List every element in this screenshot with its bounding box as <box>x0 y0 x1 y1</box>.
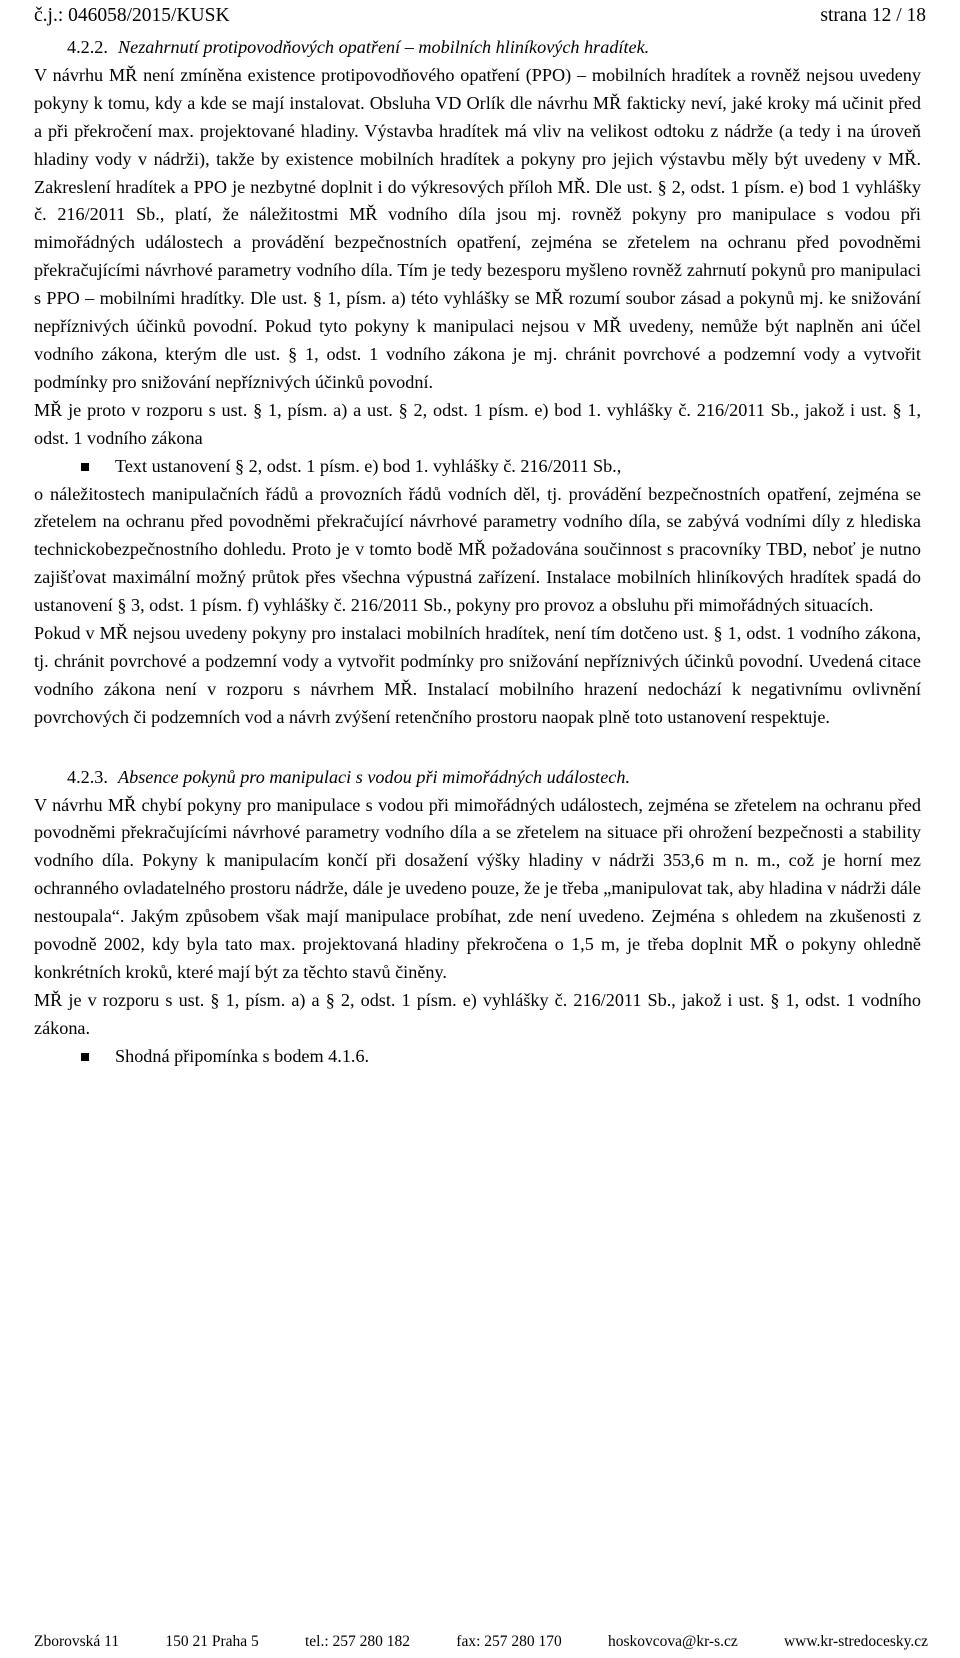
paragraph-emergency-conflict: MŘ je v rozporu s ust. § 1, písm. a) a § 2, odst. 1 písm. e) vyhlášky č. 216/2011 Sb., jakož i ust. § 1, odst. 1 vodního zákona. <box>34 989 921 1038</box>
section-gap <box>34 732 921 764</box>
bullet-continuation: o náležitostech manipulačních řádů a provozních řádů vodních děl, tj. provádění bezpečnostních opatření, zejména se zřetelem na ochranu před povodněmi překračující návrhové parametry vodního díla, se zabývá vodními díly z hlediska technickobezpečnostního dohledu. Proto je v tomto bodě MŘ požadována součinnost s pracovníky TBD, neboť je nutno zajišťovat maximální možný průtok přes všechna výpustná zařízení. Instalace mobilních hliníkových hradítek spadá do ustanovení § 3, odst. 1 písm. f) vyhlášky č. 216/2011 Sb., pokyny pro provoz a obsluhu při mimořádných situacích. <box>34 483 921 616</box>
square-bullet-icon <box>81 463 89 471</box>
bullet-text: Shodná připomínka s bodem 4.1.6. <box>115 1045 370 1066</box>
paragraph-ppo-conflict: MŘ je proto v rozporu s ust. § 1, písm. a) a ust. § 2, odst. 1 písm. e) bod 1. vyhlášky č. 216/2011 Sb., jakož i ust. § 1, odst. 1 vodního zákona <box>34 399 921 448</box>
section-title: Nezahrnutí protipovodňových opatření – mobilních hliníkových hradítek. <box>118 37 650 57</box>
footer-tel: tel.: 257 280 182 <box>304 1633 411 1650</box>
footer-email: hoskovcova@kr-s.cz <box>608 1633 738 1650</box>
section-heading-4-2-3 <box>34 764 921 792</box>
bullet-item <box>34 453 921 481</box>
footer-fax: fax: 257 280 170 <box>456 1633 562 1650</box>
square-bullet-icon <box>81 1053 89 1061</box>
reference-number: č.j.: 046058/2015/KUSK <box>34 5 230 26</box>
paragraph-ppo-main: V návrhu MŘ není zmíněna existence protipovodňového opatření (PPO) – mobilních hradítek a rovněž nejsou uvedeny pokyny k tomu, kdy a kde se mají instalovat. Obsluha VD Orlík dle návrhu MŘ fakticky neví, jaké kroky má učinit před a při překročení max. projektované hladiny. Výstavba hradítek má vliv na velikost odtoku z nádrže (a tedy i na úroveň hladiny vody v nádrži), takže by existence mobilních hradítek a pokyny pro jejich výstavbu měly být uvedeny v MŘ. Zakreslení hradítek a PPO je nezbytné doplnit i do výkresových příloh MŘ. Dle ust. § 2, odst. 1 písm. e) bod 1 vyhlášky č. 216/2011 Sb., platí, že náležitostmi MŘ vodního díla jsou mj. rovněž pokyny pro manipulace s vodou při mimořádných událostech a provádění bezpečnostních opatření, zejména se zřetelem na ochranu před povodněmi překračujícími návrhové parametry vodního díla. Tím je tedy bezesporu myšleno rovněž zahrnutí pokynů pro manipulaci s PPO – mobilními hradítky. Dle ust. § 1, písm. a) této vyhlášky se MŘ rozumí soubor zásad a pokynů mj. ke snižování nepříznivých účinků povodní. Pokud tyto pokyny k manipulaci nejsou v MŘ uvedeny, nemůže být naplněn ani účel vodního zákona, kterým dle ust. § 1, odst. 1 vodního zákona je mj. chránit povrchové a podzemní vody a vytvořit podmínky pro snižování nepříznivých účinků povodní. <box>34 64 921 392</box>
footer-address: Zborovská 11 <box>34 1633 120 1650</box>
page-content <box>34 34 921 1071</box>
paragraph-emergency: V návrhu MŘ chybí pokyny pro manipulace s vodou při mimořádných událostech, zejména se zřetelem na ochranu před povodněmi překračujícími návrhové parametry vodního díla a se zřetelem na situace při ohrožení bezpečnosti a stability vodního díla. Pokyny k manipulacím končí při dosažení výšky hladiny v nádrži 353,6 m n. m., což je horní mez ochranného ovladatelného prostoru nádrže, dále je uvedeno pouze, že je třeba „manipulovat tak, aby hladina v nádrži dále nestoupala“. Jakým způsobem však mají manipulace probíhat, zde není uvedeno. Zejména s ohledem na zkušenosti z povodně 2002, kdy byla tato max. projektovaná hladiny překročena o 1,5 m, je třeba doplnit MŘ o pokyny ohledně konkrétních kroků, které mají být za těchto stavů činěny. <box>34 794 921 982</box>
section-number: 4.2.3. <box>67 766 108 787</box>
bullet-item <box>34 1043 921 1071</box>
footer-web: www.kr-stredocesky.cz <box>783 1633 928 1650</box>
paragraph-closing: Pokud v MŘ nejsou uvedeny pokyny pro instalaci mobilních hradítek, není tím dotčeno ust. § 1, odst. 1 vodního zákona, tj. chránit povrchové a podzemní vody a vytvořit podmínky pro snižování nepříznivých účinků povodní. Uvedená citace vodního zákona není v rozporu s návrhem MŘ. Instalací mobilního hrazení nedochází k negativnímu ovlivnění povrchových či podzemních vod a návrh zvýšení retenčního prostoru naopak plně toto ustanovení respektuje. <box>34 623 921 727</box>
page-footer <box>34 1629 928 1655</box>
section-heading-4-2-2 <box>34 34 921 62</box>
section-title: Absence pokynů pro manipulaci s vodou při mimořádných událostech. <box>118 766 631 787</box>
page-header <box>34 2 926 30</box>
footer-postal: 150 21 Praha 5 <box>165 1633 259 1650</box>
bullet-text: Text ustanovení § 2, odst. 1 písm. e) bod 1. vyhlášky č. 216/2011 Sb., <box>115 455 622 476</box>
page-number: strana 12 / 18 <box>820 5 926 26</box>
section-number: 4.2.2. <box>67 37 108 57</box>
